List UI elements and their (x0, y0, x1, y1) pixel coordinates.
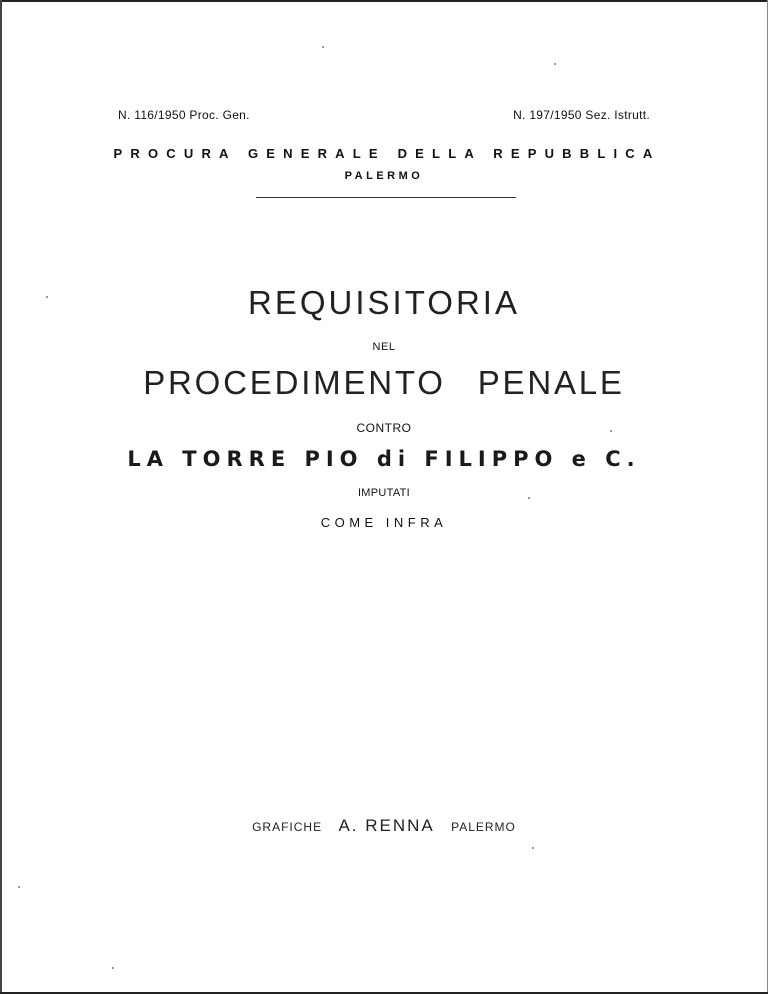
defendant-name: LA TORRE PIO di FILIPPO e C. (127, 447, 641, 471)
case-reference-right: N. 197/1950 Sez. Istrutt. (513, 108, 650, 122)
title-come-infra: COME INFRA (320, 515, 448, 530)
printer-city: PALERMO (451, 820, 516, 834)
paper-speck (532, 847, 534, 849)
title-connector-contro: CONTRO (356, 421, 412, 435)
paper-speck (322, 46, 324, 48)
document-title: REQUISITORIA (248, 284, 520, 321)
title-connector-imputati: IMPUTATI (357, 487, 411, 499)
printer-imprint (0, 816, 768, 836)
paper-speck (18, 886, 20, 888)
paper-speck (112, 967, 114, 969)
paper-speck (610, 430, 612, 432)
header-divider (256, 197, 516, 198)
paper-speck (528, 497, 530, 499)
printer-prefix: GRAFICHE (252, 820, 323, 834)
paper-speck (554, 63, 556, 65)
office-name: PROCURA GENERALE DELLA REPUBBLICA (113, 146, 661, 161)
document-subtitle: PROCEDIMENTO PENALE (143, 364, 625, 401)
printer-name: A. RENNA (338, 816, 435, 835)
office-city: PALERMO (344, 170, 424, 182)
paper-speck (46, 296, 48, 298)
case-reference-left: N. 116/1950 Proc. Gen. (118, 108, 250, 122)
title-connector-nel: NEL (372, 341, 396, 353)
page-edge-top (0, 0, 768, 2)
